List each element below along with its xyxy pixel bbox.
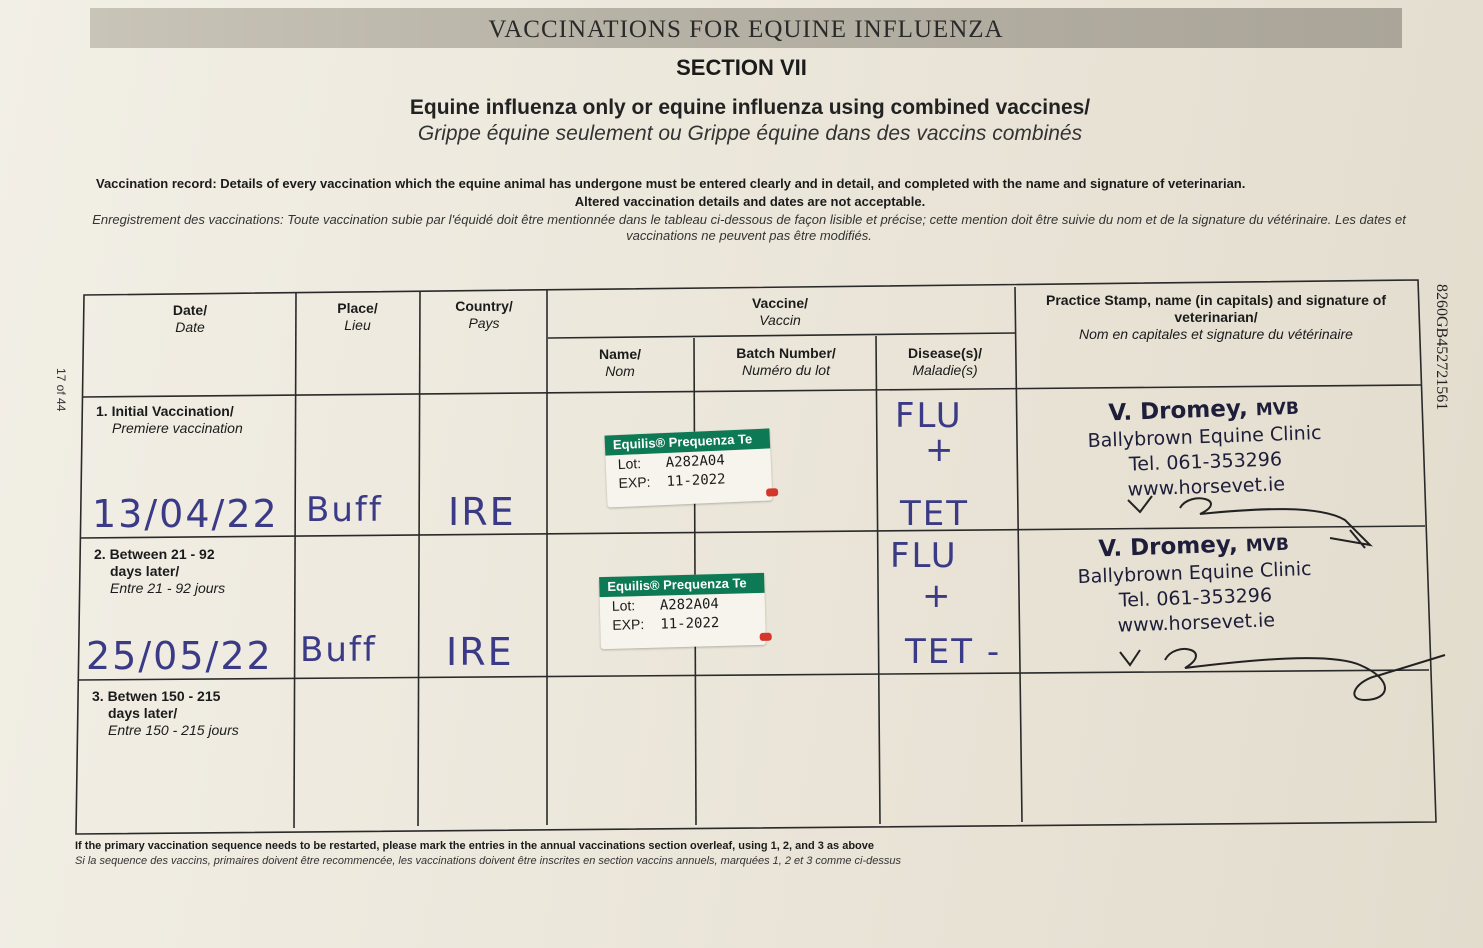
row2-disease-1: FLU: [890, 536, 958, 576]
sticker-lot-label: Lot:: [617, 455, 642, 473]
header-country: Country/ Pays: [455, 298, 513, 331]
header-batch: Batch Number/ Numéro du lot: [736, 345, 836, 378]
row1-place: Buff: [306, 490, 383, 530]
vet-web: www.horsevet.ie: [1117, 609, 1276, 637]
header-stamp: Practice Stamp, name (in capitals) and signature of veterinarian/ Nom en capitales et signature du vétérinaire: [1046, 292, 1386, 342]
section-heading: SECTION VII: [676, 55, 807, 80]
row1-date: 13/04/22: [92, 492, 279, 536]
header-vaccine: Vaccine/ Vaccin: [751, 295, 809, 328]
footer-french: Si la sequence des vaccins, primaires doivent être recommencée, les vaccinations doivent être inscrites en section vaccins annuels, marquées 1, 2 et 3 comme ci-dessus: [75, 855, 902, 867]
vet-title: MVB: [1255, 398, 1300, 421]
row2-disease-2: +: [922, 576, 953, 616]
sticker-lot-label: Lot:: [611, 597, 636, 614]
intro-english: Vaccination record: Details of every vaccination which the equine animal has undergone must be entered clearly and in detail, and completed with the name and signature of veterinarian.: [96, 176, 1246, 191]
subtitle-english: Equine influenza only or equine influenza using combined vaccines/: [409, 96, 1091, 119]
vet-name: V. Dromey,: [1108, 395, 1249, 427]
page-title: VACCINATIONS FOR EQUINE INFLUENZA: [488, 16, 1004, 43]
signature-row1: [1128, 496, 1370, 548]
intro-warning: Altered vaccination details and dates are not acceptable.: [574, 194, 926, 209]
vet-web: www.horsevet.ie: [1127, 473, 1286, 501]
row1-disease-3: TET: [900, 494, 970, 534]
subtitle-french: Grippe équine seulement ou Grippe équine dans des vaccins combinés: [417, 122, 1083, 145]
page-number: 17 of 44: [54, 368, 68, 412]
row3-label: 3. Betwen 150 - 215 days later/ Entre 150 - 215 jours: [92, 688, 239, 738]
vet-clinic: Ballybrown Equine Clinic: [1077, 557, 1312, 589]
row1-disease-1: FLU: [895, 396, 963, 436]
sticker-brand: Equilis® Prequenza Te: [605, 428, 771, 455]
vet-title: MVB: [1245, 534, 1290, 557]
row2-date: 25/05/22: [86, 634, 273, 678]
vet-clinic: Ballybrown Equine Clinic: [1087, 421, 1322, 453]
sticker-exp-label: EXP:: [612, 616, 645, 633]
header-name: Name/ Nom: [598, 346, 642, 379]
row2-disease-3: TET -: [905, 632, 1002, 672]
sticker-lot: A282A04: [659, 596, 720, 614]
sticker-exp-label: EXP:: [618, 473, 651, 492]
vet-name: V. Dromey,: [1098, 531, 1239, 563]
row2-country: IRE: [446, 630, 514, 674]
footer-english: If the primary vaccination sequence needs to be restarted, please mark the entries in the annual vaccinations section overleaf, using 1, 2, and 3 as above: [75, 840, 875, 852]
row1-disease-2: +: [925, 430, 956, 470]
sticker-brand: Equilis® Prequenza Te: [599, 573, 764, 597]
header-disease: Disease(s)/ Maladie(s): [908, 345, 982, 378]
sticker-exp: 11-2022: [666, 471, 726, 490]
vet-tel: Tel. 061-353296: [1118, 584, 1273, 612]
sticker-exp: 11-2022: [660, 615, 720, 633]
intro-french: Enregistrement des vaccinations: Toute vaccination subie par l'équidé doit être mentionnée dans le tableau ci-dessous de façon lisible et précise; cette mention doit être suivie du nom et de la signature du vétérinaire. Les dates et vaccinations ne peuvent pas être modifiés.: [92, 212, 1406, 243]
header-place: Place/ Lieu: [337, 300, 378, 333]
row1-label: 1. Initial Vaccination/ Premiere vaccination: [96, 403, 243, 436]
row2-place: Buff: [300, 630, 377, 670]
header-date: Date/ Date: [172, 302, 208, 335]
row2-label: 2. Between 21 - 92 days later/ Entre 21 - 92 jours: [94, 546, 226, 596]
row1-country: IRE: [448, 490, 516, 534]
signature-row2: [1120, 649, 1445, 700]
vet-tel: Tel. 061-353296: [1128, 448, 1283, 476]
passport-code: 8260GB452721561: [1433, 284, 1450, 411]
sticker-lot: A282A04: [665, 452, 726, 471]
